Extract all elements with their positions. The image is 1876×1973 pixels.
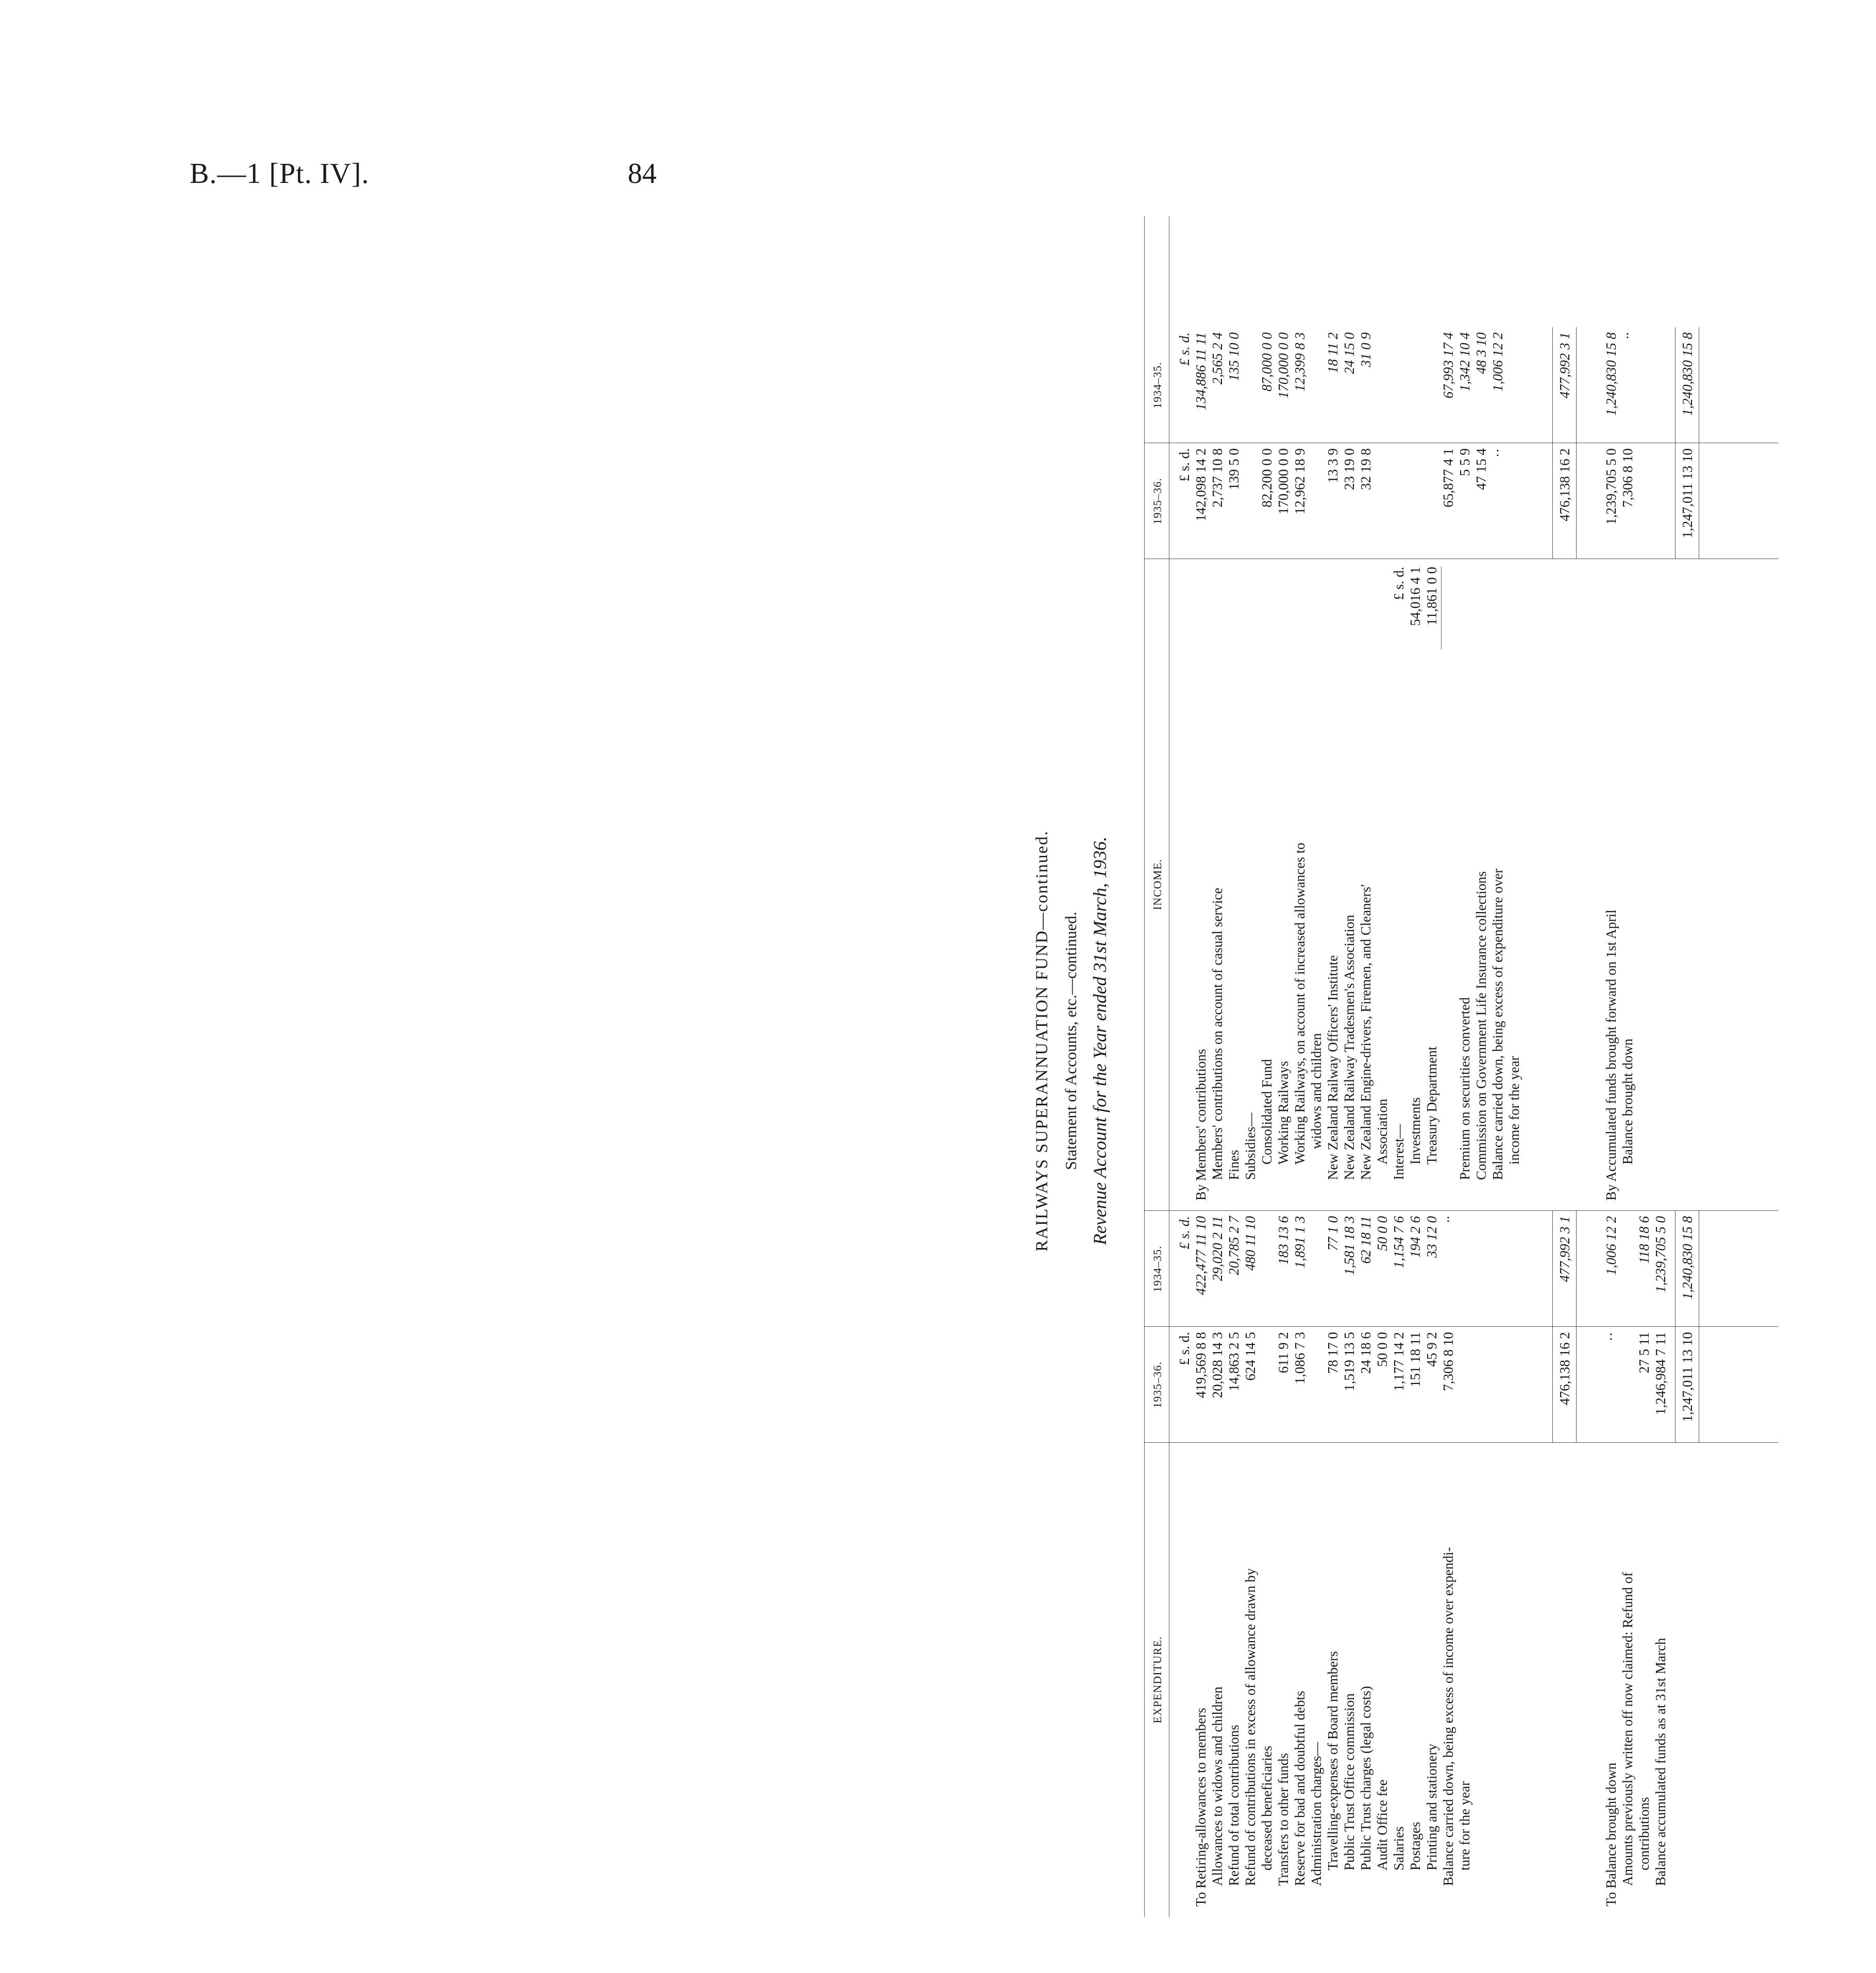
amount-1934: 31 0 9	[1358, 332, 1373, 367]
grand-total-1934: 1,240,830 15 8	[1680, 332, 1695, 416]
amount-1934: 422,477 11 10	[1193, 1216, 1209, 1295]
income-line: Balance carried down, being excess of expenditure over	[1490, 868, 1505, 1180]
expenditure-line: Balance accumulated funds as at 31st March	[1653, 1638, 1668, 1886]
amount-1934: 12,399 8 3	[1292, 332, 1308, 392]
income-line: Interest—	[1391, 1124, 1406, 1180]
expenditure-line: Allowances to widows and children	[1210, 1687, 1225, 1886]
amount-1935: 82,200 0 0	[1259, 448, 1275, 508]
income-line: New Zealand Railway Officers' Institute	[1325, 955, 1341, 1180]
amount-1934: 1,240,830 15 8	[1603, 332, 1619, 416]
amount-1934: 33 12 0	[1424, 1216, 1439, 1258]
expenditure-line: deceased beneficiaries	[1259, 1745, 1275, 1870]
amount-1934: 18 11 2	[1325, 332, 1341, 373]
amount-1934: 48 3 10	[1473, 332, 1489, 374]
total-rule	[1675, 327, 1676, 559]
income-line: widows and children	[1309, 1033, 1324, 1149]
expenditure-line: contributions	[1636, 1797, 1652, 1870]
amount-1934: 29,020 2 11	[1210, 1216, 1225, 1281]
amount-1934: 20,785 2 7	[1226, 1216, 1242, 1275]
income-line: New Zealand Engine-drivers, Firemen, and Cleaners'	[1358, 884, 1373, 1180]
amount-1935: 1,239,705 5 0	[1603, 448, 1619, 525]
amount-1934: 1,239,705 5 0	[1653, 1216, 1668, 1293]
amount-1934: 118 18 6	[1636, 1216, 1652, 1264]
expenditure-line: Public Trust Office commission	[1342, 1693, 1357, 1870]
currency-header: £ s. d.	[1177, 1332, 1192, 1365]
amount-1935: 27 5 11	[1636, 1332, 1652, 1373]
amount-1934: 87,000 0 0	[1259, 332, 1275, 392]
interest-investments: 54,016 4 1	[1408, 567, 1423, 626]
income-line: income for the year	[1506, 1056, 1522, 1165]
col-rule	[1144, 1326, 1778, 1327]
amount-1934: 24 15 0	[1342, 332, 1357, 374]
amount-1934: 480 11 10	[1243, 1216, 1258, 1271]
income-line: By Accumulated funds brought forward on 1st April	[1603, 909, 1619, 1201]
income-line: Commission on Government Life Insurance collections	[1473, 871, 1489, 1180]
total-rule	[1576, 1211, 1577, 1443]
income-line: Working Railways	[1276, 1060, 1291, 1165]
amount-1934: 2,565 2 4	[1210, 332, 1225, 385]
amount-1934: ··	[1440, 1216, 1456, 1223]
fund-title: RAILWAYS SUPERANNUATION FUND—continued.	[1033, 830, 1051, 1252]
amount-1935: ··	[1490, 448, 1505, 458]
income-line: Members' contributions on account of casual service	[1210, 887, 1225, 1180]
amount-1935: 624 14 5	[1243, 1332, 1258, 1381]
statement-title: Statement of Accounts, etc.—continued.	[1062, 912, 1080, 1170]
amount-1935: 24 18 6	[1358, 1332, 1373, 1374]
amount-1935: 2,737 10 8	[1210, 448, 1225, 508]
amount-1934: 1,006 12 2	[1603, 1216, 1619, 1275]
total-rule	[1552, 327, 1553, 559]
expenditure-line: Refund of total contributions	[1226, 1725, 1242, 1886]
interest-treasury: 11,861 0 0	[1424, 567, 1439, 626]
amount-1935: 151 18 11	[1408, 1332, 1423, 1387]
amount-1935: 7,306 8 10	[1440, 1332, 1456, 1391]
amount-1934: 134,886 11 11	[1193, 332, 1209, 411]
expenditure-line: Transfers to other funds	[1276, 1753, 1291, 1886]
amount-1934: 62 18 11	[1358, 1216, 1373, 1264]
amount-1935: 20,028 14 3	[1210, 1332, 1225, 1398]
income-line: Premium on securities converted	[1457, 997, 1472, 1180]
amount-1935: 47 15 4	[1473, 448, 1489, 490]
interest-rule	[1441, 567, 1442, 649]
income-line: Association	[1375, 1099, 1390, 1165]
year-header-1935: 1935–36.	[1151, 1361, 1164, 1408]
income-line: Subsidies—	[1243, 1112, 1258, 1180]
amount-1934: 50 0 0	[1375, 1216, 1390, 1251]
grand-total-1935: 1,247,011 13 10	[1680, 1332, 1695, 1422]
amount-1935: 1,177 14 2	[1391, 1332, 1406, 1391]
expenditure-header: EXPENDITURE.	[1151, 1636, 1164, 1724]
grand-total-1934: 1,240,830 15 8	[1680, 1216, 1695, 1300]
grand-total-1935: 1,247,011 13 10	[1680, 448, 1695, 538]
total-rule	[1675, 1211, 1676, 1443]
amount-1934: 1,154 7 6	[1391, 1216, 1406, 1269]
income-header: INCOME.	[1151, 858, 1164, 910]
total-rule	[1576, 327, 1577, 559]
amount-1934: 1,006 12 2	[1490, 332, 1505, 392]
amount-1935: 170,000 0 0	[1276, 448, 1291, 515]
amount-1934: 1,342 10 4	[1457, 332, 1472, 392]
amount-1935: 611 9 2	[1276, 1332, 1291, 1373]
amount-1935: 50 0 0	[1375, 1332, 1390, 1367]
amount-1935: ··	[1603, 1332, 1619, 1341]
expenditure-line: Amounts previously written off now claimed: Refund of	[1620, 1572, 1635, 1886]
income-line: Treasury Department	[1424, 1046, 1439, 1165]
amount-1935: 23 19 0	[1342, 448, 1357, 490]
revenue-account-sheet	[1031, 165, 1876, 1917]
amount-1935: 419,569 8 8	[1193, 1332, 1209, 1398]
year-header-1934: 1934–35.	[1151, 362, 1164, 409]
expenditure-line: Salaries	[1391, 1826, 1406, 1870]
amount-1935: 139 5 0	[1226, 448, 1242, 490]
expenditure-line: Printing and stationery	[1424, 1744, 1439, 1870]
income-line: Investments	[1408, 1097, 1423, 1165]
amount-1935: 1,086 7 3	[1292, 1332, 1308, 1385]
currency-header: £ s. d.	[1177, 448, 1192, 482]
amount-1934: 170,000 0 0	[1276, 332, 1291, 399]
income-line: Fines	[1226, 1150, 1242, 1180]
amount-1934: 67,993 17 4	[1440, 332, 1456, 399]
expenditure-line: Audit Office fee	[1375, 1779, 1390, 1870]
expenditure-line: Postages	[1408, 1822, 1423, 1870]
total-1934: 477,992 3 1	[1557, 1216, 1572, 1283]
total-1934: 477,992 3 1	[1557, 332, 1572, 399]
amount-1934: 1,581 18 3	[1342, 1216, 1357, 1275]
amount-1935: 12,962 18 9	[1292, 448, 1308, 515]
expenditure-line: Refund of contributions in excess of allowance drawn by	[1243, 1568, 1258, 1886]
amount-1934: 1,891 1 3	[1292, 1216, 1308, 1269]
expenditure-line: To Balance brought down	[1603, 1762, 1619, 1907]
amount-1934: ··	[1620, 332, 1635, 340]
amount-1935: 45 9 2	[1424, 1332, 1439, 1367]
amount-1935: 142,098 14 2	[1193, 448, 1209, 521]
expenditure-line: ture for the year	[1457, 1781, 1472, 1870]
total-1935: 476,138 16 2	[1557, 1332, 1572, 1405]
expenditure-line: To Retiring-allowances to members	[1193, 1708, 1209, 1907]
expenditure-line: Balance carried down, being excess of income over expendi-	[1440, 1547, 1456, 1886]
currency-header: £ s. d.	[1177, 332, 1192, 366]
amount-1935: 13 3 9	[1325, 448, 1341, 483]
interest-currency: £ s. d.	[1391, 567, 1406, 600]
amount-1934: 194 2 6	[1408, 1216, 1423, 1258]
expenditure-line: Travelling-expenses of Board members	[1325, 1651, 1341, 1870]
currency-header: £ s. d.	[1177, 1216, 1192, 1250]
amount-1934: 135 10 0	[1226, 332, 1242, 381]
account-title: Revenue Account for the Year ended 31st March, 1936.	[1090, 836, 1110, 1245]
amount-1935: 1,246,984 7 11	[1653, 1332, 1668, 1415]
amount-1935: 32 19 8	[1358, 448, 1373, 490]
income-line: New Zealand Railway Tradesmen's Association	[1342, 915, 1357, 1180]
year-header-1935: 1935–36.	[1151, 478, 1164, 525]
col-rule	[1144, 1442, 1778, 1443]
col-rule-double	[1144, 1209, 1778, 1211]
amount-1935: 1,519 13 5	[1342, 1332, 1357, 1391]
income-line: Consolidated Fund	[1259, 1059, 1275, 1165]
year-header-1934: 1934–35.	[1151, 1245, 1164, 1292]
income-line: Balance brought down	[1620, 1038, 1635, 1165]
expenditure-line: Reserve for bad and doubtful debts	[1292, 1691, 1308, 1886]
amount-1935: 65,877 4 1	[1440, 448, 1456, 508]
expenditure-line: Administration charges—	[1309, 1742, 1324, 1886]
total-1935: 476,138 16 2	[1557, 448, 1572, 521]
page-number: 84	[628, 158, 657, 190]
top-rule	[1144, 216, 1145, 1917]
amount-1935: 14,863 2 5	[1226, 1332, 1242, 1391]
total-rule	[1552, 1211, 1553, 1443]
income-line: Working Railways, on account of increased allowances to	[1292, 842, 1308, 1165]
amount-1934: 183 13 6	[1276, 1216, 1291, 1265]
amount-1934: 77 1 0	[1325, 1216, 1341, 1251]
income-line: By Members' contributions	[1193, 1049, 1209, 1201]
amount-1935: 78 17 0	[1325, 1332, 1341, 1374]
amount-1935: 5 5 9	[1457, 448, 1472, 476]
expenditure-line: Public Trust charges (legal costs)	[1358, 1686, 1373, 1870]
amount-1935: 7,306 8 10	[1620, 448, 1635, 508]
page-reference: B.—1 [Pt. IV].	[190, 158, 370, 190]
